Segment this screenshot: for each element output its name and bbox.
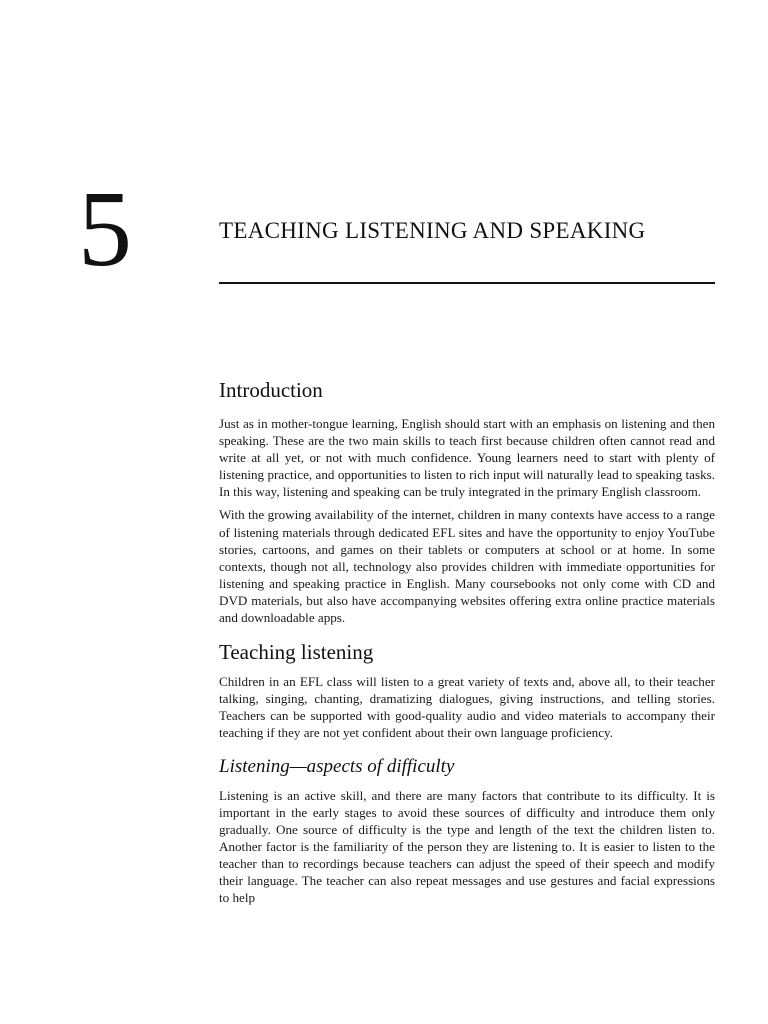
chapter-number: 5 <box>78 170 130 289</box>
section-listening-difficulty <box>219 754 715 907</box>
paragraph: Just as in mother-tongue learning, English should start with an emphasis on listening and then speaking. These are the two main skills to teach first because children often cannot read and write at all yet, or not with much confidence. Young learners need to start with plenty of listening practice, and opportunities to listen to rich input will naturally lead to speaking tasks. In this way, listening and speaking can be truly integrated in the primary English classroom. <box>219 416 715 500</box>
section-introduction <box>219 376 715 626</box>
section-heading-teaching-listening: Teaching listening <box>219 640 374 665</box>
chapter-title: TEACHING LISTENING AND SPEAKING <box>219 218 646 243</box>
paragraph: With the growing availability of the internet, children in many contexts have access to a range of listening materials through dedicated EFL sites and have the opportunity to enjoy YouTube stories, cartoons, and games on their tablets or computers at school or at home. In some contexts, though not all, technology also provides children with immediate opportunities for listening and speaking practice in English. Many coursebooks not only come with CD and DVD materials, but also have accompanying websites offering extra online practice materials and downloadable apps. <box>219 507 715 626</box>
chapter-body <box>219 376 715 912</box>
section-heading-introduction: Introduction <box>219 378 323 402</box>
paragraph: Listening is an active skill, and there are many factors that contribute to its difficulty. It is important in the early stages to avoid these sources of difficulty and introduce them only gradually. One source of difficulty is the type and length of the text the children listen to. Another factor is the familiarity of the person they are listening to. It is easier to listen to the teacher than to recordings because teachers can adjust the speed of their speech and modify their language. The teacher can also repeat messages and use gestures and facial expressions to help <box>219 787 715 906</box>
section-teaching-listening <box>219 638 715 741</box>
paragraph: Children in an EFL class will listen to a great variety of texts and, above all, to their teacher talking, singing, chanting, dramatizing dialogues, giving instructions, and telling stories. Teachers can be supported with good-quality audio and video materials to accompany their teaching if they are not yet confident about their own language proficiency. <box>219 674 715 741</box>
subsection-heading-listening-difficulty: Listening—aspects of difficulty <box>219 755 455 777</box>
chapter-title-rule <box>219 282 715 284</box>
